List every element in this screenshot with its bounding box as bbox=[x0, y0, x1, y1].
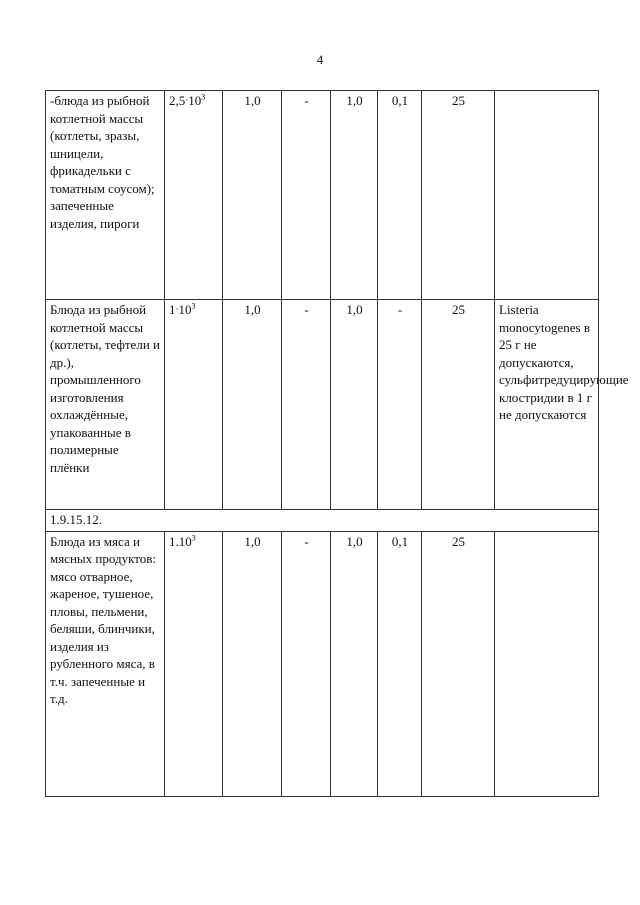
mafanm-cell: $2,5\cdot 10^3$ bbox=[165, 91, 223, 300]
section-row bbox=[46, 510, 599, 532]
mafanm-cell: $1\cdot 10^3$ bbox=[165, 300, 223, 510]
note-cell bbox=[495, 91, 599, 300]
value-cell: 1,0 bbox=[331, 300, 378, 510]
value-cell: 1,0 bbox=[223, 300, 282, 510]
value-cell: 1,0 bbox=[223, 531, 282, 796]
mafanm-cell: 1.10$^3$ bbox=[165, 531, 223, 796]
value-cell: 1,0 bbox=[331, 91, 378, 300]
value-cell: 0,1 bbox=[378, 91, 422, 300]
note-cell: Listeria monocytogenes в 25 г не допускаются, сульфитредуцирующие клостридии в 1 г не допускаются bbox=[495, 300, 599, 510]
value-cell: 25 bbox=[422, 531, 495, 796]
value-cell: - bbox=[282, 91, 331, 300]
norms-table bbox=[45, 90, 629, 797]
product-name-cell: -блюда из рыбной котлетной массы (котлеты, зразы, шницели, фрикадельки с томатным соусом); запеченные изделия, пироги bbox=[46, 91, 165, 300]
value-cell: 25 bbox=[422, 300, 495, 510]
value-cell: - bbox=[378, 300, 422, 510]
note-cell bbox=[495, 531, 599, 796]
product-name-cell: Блюда из рыбной котлетной массы (котлеты, тефтели и др.), промышленного изготовления охлаждённые, упакованные в полимерные плёнки bbox=[46, 300, 165, 510]
product-name-cell: Блюда из мяса и мясных продуктов: мясо отварное, жареное, тушеное, пловы, пельмени, беляши, блинчики, изделия из рубленного мяса, в т.ч. запеченные и т.д. bbox=[46, 531, 165, 796]
section-number: 1.9.15.12. bbox=[46, 510, 599, 532]
value-cell: 25 bbox=[422, 91, 495, 300]
table-row bbox=[46, 300, 599, 510]
value-cell: 0,1 bbox=[378, 531, 422, 796]
value-cell: 1,0 bbox=[223, 91, 282, 300]
value-cell: - bbox=[282, 300, 331, 510]
table-row bbox=[46, 91, 599, 300]
table-row bbox=[46, 531, 599, 796]
value-cell: 1,0 bbox=[331, 531, 378, 796]
page-number: 4 bbox=[316, 52, 324, 67]
value-cell: - bbox=[282, 531, 331, 796]
